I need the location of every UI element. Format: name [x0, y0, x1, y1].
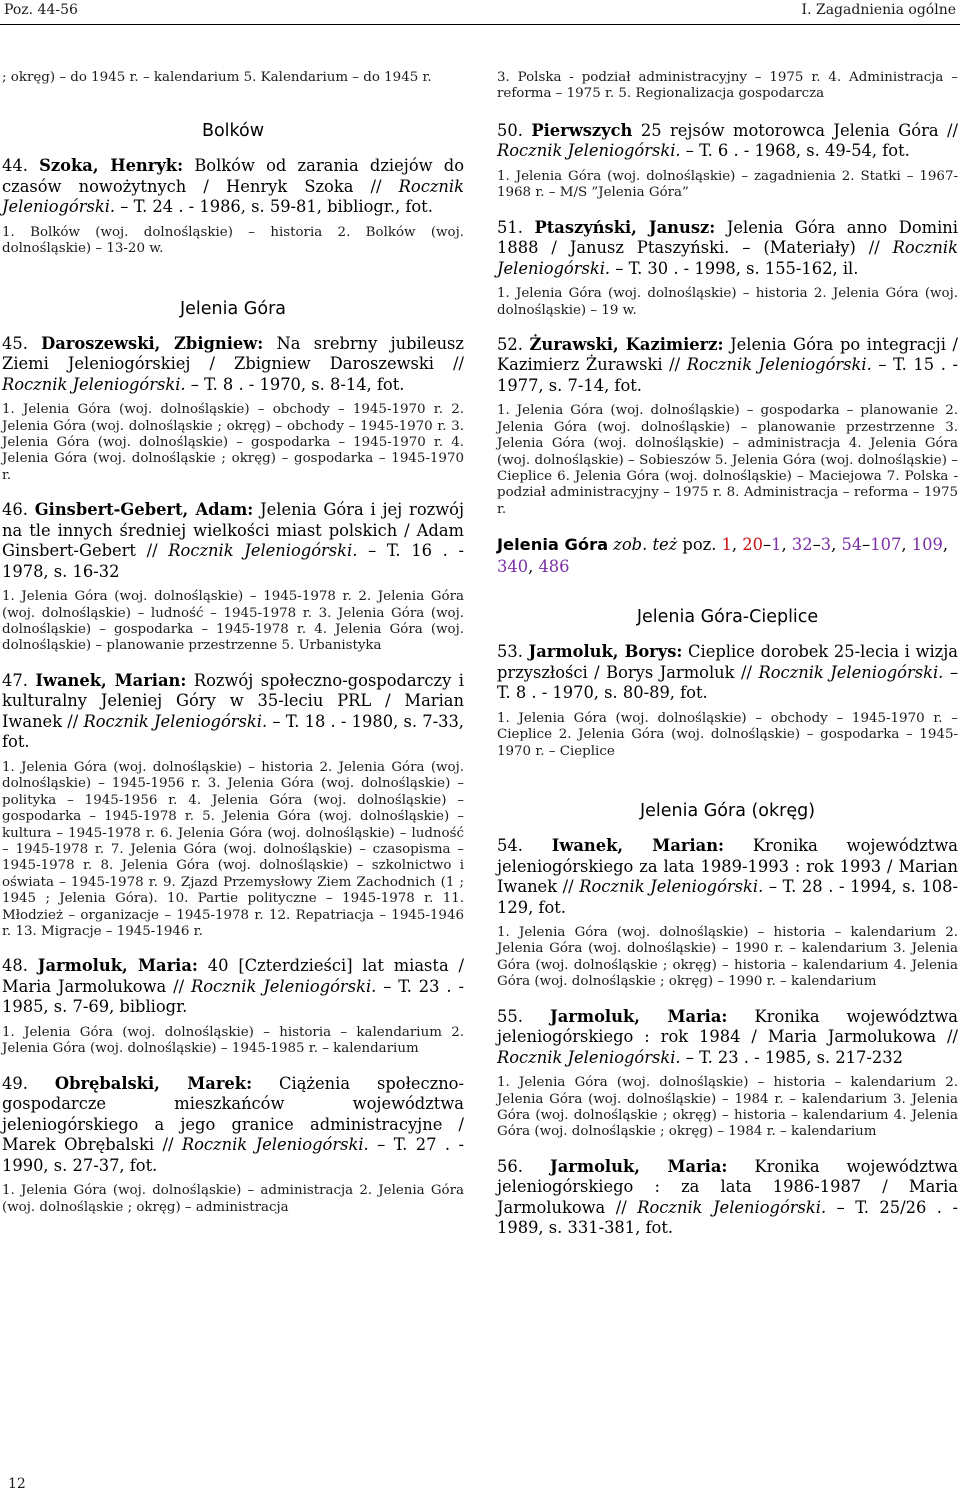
entry-author: Iwanek, Marian:: [551, 836, 725, 855]
cross-reference-term: Jelenia Góra: [497, 535, 609, 555]
entry-series: Rocznik Jeleniogórski.: [168, 541, 358, 561]
ref-link[interactable]: 340: [497, 557, 529, 577]
entry-number: 54.: [497, 836, 523, 855]
entry-author: Pierwszych: [531, 120, 633, 140]
entry-title: Bolków od zarania dziejów do czasów nowożytnych / Henryk Szoka //: [2, 156, 464, 196]
keywords-continued: 3. Polska - podział administracyjny – 1975 r. 4. Administracja – reforma – 1975 r. 5. Regionalizacja gospodarcza: [497, 70, 958, 102]
entry-number: 51.: [497, 217, 523, 237]
header-rule: [0, 24, 960, 25]
entry-author: Ginsbert-Gebert, Adam:: [34, 500, 254, 520]
entry-45-keywords: 1. Jelenia Góra (woj. dolnośląskie) – obchody – 1945-1970 r. 2. Jelenia Góra (woj. dolnośląskie ; okręg) – obchody – 1945-1970 r. 3. Jelenia Góra (woj. dolnośląskie) – gospodarka – 1945-1970 r. 4. Jelenia Góra (woj. dolnośląskie ; okręg) – gospodarka – 1945-1970 r.: [2, 402, 464, 483]
entry-51-keywords: 1. Jelenia Góra (woj. dolnośląskie) – historia 2. Jelenia Góra (woj. dolnośląskie) – 19 w.: [497, 286, 958, 318]
ref-link[interactable]: 1: [771, 535, 782, 555]
entry-details: – T. 30 . - 1998, s. 155-162, il.: [610, 258, 859, 278]
entry-number: 49.: [2, 1073, 28, 1093]
entry-title: Cieplice dorobek 25-lecia i wizja przyszłości / Borys Jarmoluk //: [497, 642, 958, 682]
entry-series: Rocznik Jeleniogórski.: [497, 1047, 681, 1067]
entry-title: Rozwój społeczno-gospodarczy i kulturalny Jeleniej Góry w 35-leciu PRL / Marian Iwanek //: [2, 670, 464, 731]
entry-number: 46.: [2, 500, 28, 520]
entry-series: Rocznik Jeleniogórski.: [181, 1135, 369, 1155]
entry-number: 55.: [497, 1006, 523, 1026]
entry-48: [2, 956, 464, 1018]
entry-56: [497, 1157, 958, 1239]
entry-title: Kronika województwa jeleniogórskiego za lata 1989-1993 : rok 1993 / Marian Iwanek //: [497, 836, 958, 896]
entry-author: Iwanek, Marian:: [35, 670, 187, 690]
entry-47: [2, 671, 464, 753]
entry-series: Rocznik Jeleniogórski.: [2, 374, 186, 394]
entry-number: 47.: [2, 670, 28, 690]
entry-title: Jelenia Góra po integracji / Kazimierz Żurawski //: [497, 334, 958, 375]
entry-details: – T. 8 . - 1970, s. 8-14, fot.: [185, 374, 405, 394]
section-heading-okreg: Jelenia Góra (okręg): [639, 801, 816, 821]
entry-details: – T. 25/26 . - 1989, s. 331-381, fot.: [497, 1197, 958, 1238]
entry-details: – T. 23 . - 1985, s. 7-69, bibliogr.: [2, 976, 464, 1017]
entry-details: – T. 16 . - 1978, s. 16-32: [2, 541, 464, 581]
entry-title: Na srebrny jubileusz Ziemi Jeleniogórskiej / Zbigniew Daroszewski //: [2, 333, 464, 374]
entry-49-keywords: 1. Jelenia Góra (woj. dolnośląskie) – administracja 2. Jelenia Góra (woj. dolnośląskie ; okręg) – administracja: [2, 1183, 464, 1215]
entry-51: [497, 218, 958, 280]
entry-number: 53.: [497, 642, 523, 662]
entry-author: Jarmoluk, Borys:: [528, 642, 683, 662]
entry-details: – T. 6 . - 1968, s. 49-54, fot.: [680, 141, 910, 161]
left-column: [2, 70, 464, 1232]
cross-reference-poz: poz.: [677, 535, 722, 555]
entry-series: Rocznik Jeleniogórski.: [2, 176, 464, 217]
entry-series: Rocznik Jeleniogórski.: [497, 141, 681, 161]
entry-details: – T. 27 . - 1990, s. 27-37, fot.: [2, 1135, 464, 1175]
page-number: 12: [8, 1476, 26, 1492]
entry-details: – T. 23 . - 1985, s. 217-232: [680, 1047, 903, 1067]
entry-52-keywords: 1. Jelenia Góra (woj. dolnośląskie) – gospodarka – planowanie 2. Jelenia Góra (woj. dolnośląskie) – planowanie przestrzenne 3. Jelenia Góra (woj. dolnośląskie) – administracja 4. Jelenia Góra (woj. dolnośląskie) – Sobieszów 5. Jelenia Góra (woj. dolnośląskie) – Cieplice 6. Jelenia Góra (woj. dolnośląskie) – Maciejowa 7. Polska - podział administracyjny – 1975 r. 8. Administracja – reforma – 1975 r.: [497, 403, 958, 517]
entry-author: Ptaszyński, Janusz:: [534, 217, 716, 237]
entry-title: 25 rejsów motorowca Jelenia Góra //: [632, 120, 958, 140]
entry-author: Jarmoluk, Maria:: [550, 1006, 728, 1026]
right-column: [497, 70, 958, 1246]
entry-53-keywords: 1. Jelenia Góra (woj. dolnośląskie) – obchody – 1945-1970 r. – Cieplice 2. Jelenia Góra (woj. dolnośląskie) – gospodarka – 1945-1970 r. – Cieplice: [497, 710, 958, 759]
entry-50-keywords: 1. Jelenia Góra (woj. dolnośląskie) – zagadnienia 2. Statki – 1967-1968 r. – M/S ”Jelenia Góra”: [497, 168, 958, 201]
ref-link[interactable]: 486: [538, 557, 570, 577]
entry-title: Kronika województwa jeleniogórskiego : rok 1984 / Maria Jarmolukowa //: [497, 1006, 958, 1047]
entry-author: Szoka, Henryk:: [39, 156, 184, 176]
entry-details: – T. 24 . - 1986, s. 59-81, bibliogr., fot.: [115, 197, 433, 217]
entry-title: Kronika województwa jeleniogórskiego : za lata 1986-1987 / Maria Jarmolukowa //: [497, 1156, 958, 1217]
entry-54: [497, 836, 958, 918]
entry-number: 45.: [2, 333, 28, 353]
entry-author: Jarmoluk, Maria:: [37, 956, 198, 976]
entry-series: Rocznik Jeleniogórski.: [686, 355, 872, 375]
keywords-continued: ; okręg) – do 1945 r. – kalendarium 5. Kalendarium – do 1945 r.: [2, 70, 432, 85]
entry-53: [497, 642, 958, 704]
entry-55-keywords: 1. Jelenia Góra (woj. dolnośląskie) – historia – kalendarium 2. Jelenia Góra (woj. dolnośląskie) – 1984 r. – kalendarium 3. Jelenia Góra (woj. dolnośląskie ; okręg) – historia – kalendarium 4. Jelenia Góra (woj. dolnośląskie ; okręg) – 1984 r. – kalendarium: [497, 1075, 958, 1140]
section-heading-jelenia-gora: Jelenia Góra: [180, 298, 286, 319]
entry-series: Rocznik Jeleniogórski.: [191, 976, 377, 996]
cross-reference-label: zob. też: [608, 535, 678, 555]
entry-details: – T. 28 . - 1994, s. 108-129, fot.: [497, 877, 958, 917]
ref-link[interactable]: 109: [911, 535, 943, 555]
entry-44: [2, 156, 464, 218]
entry-series: Rocznik Jeleniogórski.: [497, 238, 958, 278]
entry-author: Żurawski, Kazimierz:: [529, 334, 724, 354]
entry-author: Jarmoluk, Maria:: [550, 1156, 728, 1176]
ref-link[interactable]: 20: [742, 535, 763, 555]
entry-details: – T. 18 . - 1980, s. 7-33, fot.: [2, 711, 464, 752]
entry-52: [497, 335, 958, 397]
entry-title: 40 [Czterdzieści] lat miasta / Maria Jarmolukowa //: [2, 956, 465, 996]
ref-link[interactable]: 54: [841, 535, 863, 555]
entry-title: Jelenia Góra anno Domini 1888 / Janusz Ptaszyński. – (Materiały) //: [497, 217, 958, 258]
entry-50: [497, 121, 958, 162]
entry-number: 50.: [497, 120, 523, 140]
running-header-left: Poz. 44-56: [4, 2, 78, 18]
entry-number: 44.: [2, 156, 28, 176]
section-heading-bolkow: Bolków: [201, 121, 265, 142]
entry-46: [2, 500, 464, 582]
entry-49: [2, 1074, 464, 1177]
ref-link[interactable]: 32: [791, 535, 813, 555]
entry-number: 48.: [2, 956, 28, 976]
ref-link[interactable]: 3: [820, 535, 832, 555]
entry-series: Rocznik Jeleniogórski.: [758, 662, 944, 682]
entry-details: – T. 8 . - 1970, s. 80-89, fot.: [497, 662, 958, 703]
entry-54-keywords: 1. Jelenia Góra (woj. dolnośląskie) – historia – kalendarium 2. Jelenia Góra (woj. dolnośląskie) – 1990 r. – kalendarium 3. Jelenia Góra (woj. dolnośląskie ; okręg) – historia – kalendarium 4. Jelenia Góra (woj. dolnośląskie ; okręg) – 1990 r. – kalendarium: [497, 925, 958, 990]
entry-title: Jelenia Góra i jej rozwój na tle innych średniej wielkości miast polskich / Adam Ginsbert-Gebert //: [2, 500, 464, 561]
ref-link[interactable]: 1: [721, 535, 732, 555]
entry-55: [497, 1007, 958, 1069]
entry-number: 52.: [497, 334, 523, 354]
entry-48-keywords: 1. Jelenia Góra (woj. dolnośląskie) – historia – kalendarium 2. Jelenia Góra (woj. dolnośląskie) – 1945-1985 r. – kalendarium: [2, 1024, 464, 1057]
entry-title: Ciążenia społeczno-gospodarcze mieszkańców województwa jeleniogórskiego a jego granice administracyjne / Marek Obrębalski //: [2, 1073, 464, 1155]
entry-44-keywords: 1. Bolków (woj. dolnośląskie) – historia 2. Bolków (woj. dolnośląskie) – 13-20 w.: [2, 224, 464, 257]
entry-45: [2, 334, 464, 396]
entry-author: Daroszewski, Zbigniew:: [41, 333, 264, 353]
entry-author: Obrębalski, Marek:: [54, 1073, 253, 1093]
entry-46-keywords: 1. Jelenia Góra (woj. dolnośląskie) – 1945-1978 r. 2. Jelenia Góra (woj. dolnośląskie) – ludność – 1945-1978 r. 3. Jelenia Góra (woj. dolnośląskie) – gospodarka – 1945-1978 r. 4. Jelenia Góra (woj. dolnośląskie) – planowanie przestrzenne 5. Urbanistyka: [2, 589, 464, 654]
entry-number: 56.: [497, 1156, 523, 1176]
entry-47-keywords: 1. Jelenia Góra (woj. dolnośląskie) – historia 2. Jelenia Góra (woj. dolnośląskie) – 1945-1956 r. 3. Jelenia Góra (woj. dolnośląskie) – polityka – 1945-1956 r. 4. Jelenia Góra (woj. dolnośląskie) – gospodarka – 1945-1978 r. 5. Jelenia Góra (woj. dolnośląskie) – kultura – 1945-1978 r. 6. Jelenia Góra (woj. dolnośląskie) – ludność – 1945-1978 r. 7. Jelenia Góra (woj. dolnośląskie) – czasopisma – 1945-1978 r. 8. Jelenia Góra (woj. dolnośląskie) – szkolnictwo i oświata – 1945-1978 r. 9. Zjazd Przemysłowy Ziem Zachodnich (1 ; 1945 ; Jelenia Góra). 10. Partie polityczne – 1945-1978 r. 11. Młodzież – organizacje – 1945-1978 r. 12. Repatriacja – 1945-1946 r. 13. Migracje – 1945-1946 r.: [2, 759, 464, 939]
entry-series: Rocznik Jeleniogórski.: [579, 877, 764, 896]
entry-series: Rocznik Jeleniogórski.: [83, 711, 268, 731]
section-heading-cieplice: Jelenia Góra-Cieplice: [636, 607, 819, 628]
entry-series: Rocznik Jeleniogórski.: [637, 1197, 827, 1217]
ref-link[interactable]: 107: [870, 535, 902, 555]
cross-reference: Jelenia Góra zob. też poz. 1, 20–1, 32–3, 54–107, 109, 340, 486: [497, 535, 948, 577]
running-header-right: I. Zagadnienia ogólne: [801, 2, 956, 18]
entry-details: – T. 15 . - 1977, s. 7-14, fot.: [497, 355, 959, 395]
